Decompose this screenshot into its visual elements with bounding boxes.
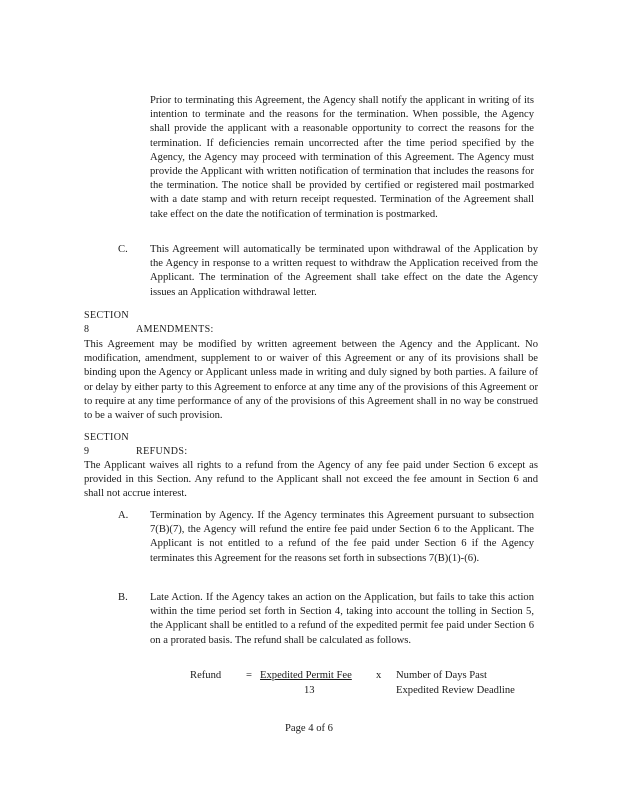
section8-heading (84, 309, 214, 337)
formula-rhs-line1: Number of Days Past (396, 670, 487, 681)
formula-times: x (376, 670, 382, 681)
formula-numerator: Expedited Permit Fee (260, 670, 352, 681)
section9-heading (84, 431, 188, 459)
section9-title: REFUNDS: (136, 446, 188, 458)
formula-lhs: Refund (190, 670, 222, 681)
item-c-letter: C. (118, 244, 128, 255)
item-a-letter: A. (118, 510, 129, 521)
section7-prior-paragraph: Prior to terminating this Agreement, the Agency shall notify the applicant in writing of its intention to terminate and the reasons for the termination. When possible, the Agency shall provide the applicant with a reasonable opportunity to correct the reasons for the termination. If deficiencies remain uncorrected after the time period specified by the Agency, the Agency may proceed with termination of this Agreement. The Agency must provide the Applicant with written notification of termination that includes the reasons for the termination. The notice shall be provided by certified or registered mail postmarked with a date stamp and with return receipt requested. Termination of the Agreement shall take effect on the date the notification of termination is postmarked. (150, 95, 534, 220)
section9-number: SECTION 9 (84, 432, 130, 458)
page-number: Page 4 of 6 (285, 723, 333, 734)
section8-title: AMENDMENTS: (136, 324, 214, 336)
refund-formula (190, 669, 550, 699)
item-a-text: Termination by Agency. If the Agency terminates this Agreement pursuant to subsection 7(B)(7), the Agency will refund the entire fee paid under Section 6 to the Applicant. The Applicant is not entitled to a refund of the fee paid under Section 6 if the Agency terminates this Agreement for the reasons set forth in subsections 7(B)(1)-(6). (150, 510, 534, 564)
section8-body: This Agreement may be modified by written agreement between the Agency and the Applicant. No modification, amendment, supplement to or waiver of this Agreement or any of its provisions shall be binding upon the Agency or Applicant unless made in writing and duly signed by both parties. A failure of or delay by either party to this Agreement to enforce at any time any of the provisions of this Agreement or to require at any time performance of any of the provisions of this Agreement shall in no way be construed to be a waiver of such provision. (84, 339, 538, 422)
section9-body: The Applicant waives all rights to a refund from the Agency of any fee paid under Section 6 except as provided in this Section. Any refund to the Applicant shall not exceed the fee amount in Section 6 and shall not accrue interest. (84, 460, 538, 500)
formula-equals: = (246, 670, 252, 681)
item-b-text: Late Action. If the Agency takes an action on the Application, but fails to take this action within the time period set forth in Section 4, taking into account the tolling in Section 5, the Applicant shall be entitled to a refund of the expedited permit fee paid under Section 6 on a prorated basis. The refund shall be calculated as follows. (150, 592, 534, 646)
formula-rhs-line2: Expedited Review Deadline (396, 685, 515, 696)
section8-number: SECTION 8 (84, 310, 130, 336)
formula-denominator: 13 (304, 685, 315, 696)
item-b-letter: B. (118, 592, 128, 603)
item-c-text: This Agreement will automatically be terminated upon withdrawal of the Application by the Agency in response to a written request to withdraw the Application received from the Applicant. The termination of the Agreement shall take effect on the date the Agency issues an Application withdrawal letter. (150, 244, 538, 298)
